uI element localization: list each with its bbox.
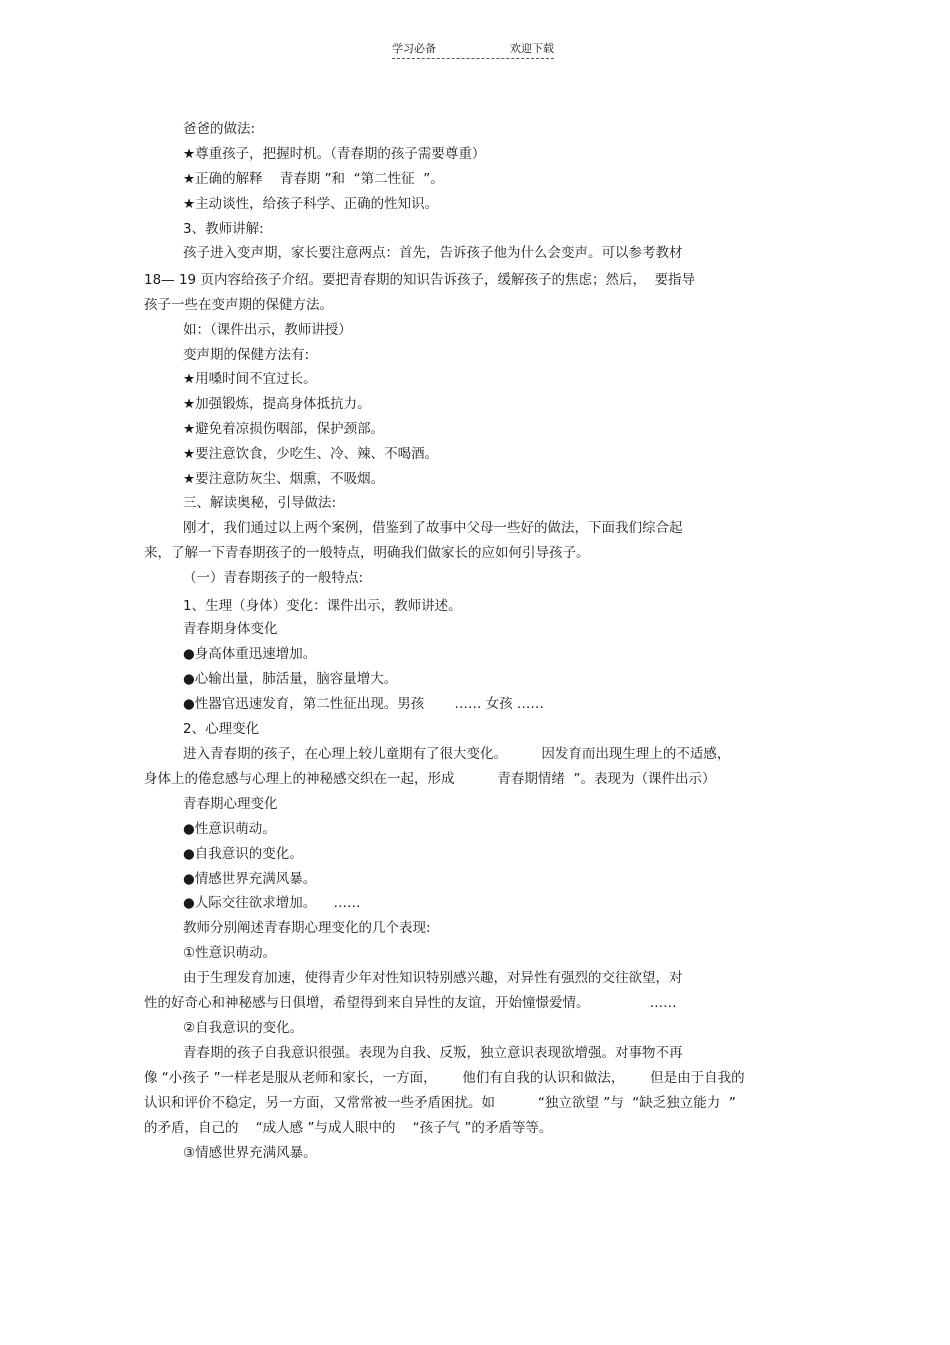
text-line: 青春期身体变化 xyxy=(183,621,278,637)
text-line: 青春期心理变化 xyxy=(183,796,278,812)
text-line: 孩子一些在变声期的保健方法。 xyxy=(144,297,333,313)
text-line: 认识和评价不稳定，另一方面，又常常被一些矛盾困扰。如 “独立欲望 ”与 “缺乏独立能力 ” xyxy=(144,1095,736,1111)
text-line: 18— 19 页内容给孩子介绍。要把青春期的知识告诉孩子，缓解孩子的焦虑；然后， 要指导 xyxy=(144,272,696,288)
text-line: 刚才，我们通过以上两个案例，借鉴到了故事中父母一些好的做法，下面我们综合起 xyxy=(183,520,683,536)
text-line: ★尊重孩子，把握时机。（青春期的孩子需要尊重） xyxy=(183,146,486,162)
text-line: 像 “小孩子 ”一样老是服从老师和家长，一方面， 他们有自我的认识和做法， 但是由于自我的 xyxy=(144,1070,745,1086)
text-line: 爸爸的做法: xyxy=(183,121,256,137)
text-line: 由于生理发育加速，使得青少年对性知识特别感兴趣，对异性有强烈的交往欲望，对 xyxy=(183,970,683,986)
header-left-text: 学习必备 xyxy=(392,42,436,55)
text-line: ★正确的解释 青春期 ”和 “第二性征 ”。 xyxy=(183,171,444,187)
header-right-text: 欢迎下载 xyxy=(510,42,554,55)
text-line: 的矛盾，自己的 “成人感 ”与成人眼中的 “孩子气 ”的矛盾等等。 xyxy=(144,1120,553,1136)
text-line: ①性意识萌动。 xyxy=(183,945,277,961)
text-line: ★加强锻炼，提高身体抵抗力。 xyxy=(183,396,371,412)
text-line: 2、心理变化 xyxy=(183,721,260,737)
text-line: 性的好奇心和神秘感与日俱增，希望得到来自异性的友谊，开始憧憬爱情。 …… xyxy=(144,995,677,1011)
text-line: ●情感世界充满风暴。 xyxy=(183,871,317,887)
text-line: 三、解读奥秘，引导做法: xyxy=(183,495,337,511)
text-line: 如：（课件出示，教师讲授） xyxy=(183,322,352,338)
text-line: 3、教师讲解: xyxy=(183,221,264,237)
text-line: ③情感世界充满风暴。 xyxy=(183,1145,317,1161)
text-line: ②自我意识的变化。 xyxy=(183,1020,304,1036)
text-line: ★主动谈性，给孩子科学、正确的性知识。 xyxy=(183,196,439,212)
text-line: 1、生理（身体）变化：课件出示，教师讲述。 xyxy=(183,598,462,614)
text-line: ●心输出量，肺活量，脑容量增大。 xyxy=(183,671,398,687)
text-line: ●性器官迅速发育，第二性征出现。男孩 …… 女孩 …… xyxy=(183,696,544,712)
text-line: ★要注意防灰尘、烟熏，不吸烟。 xyxy=(183,471,385,487)
text-line: 身体上的倦怠感与心理上的神秘感交织在一起，形成 青春期情绪 ”。表现为（课件出示） xyxy=(144,771,716,787)
text-line: ★避免着凉损伤咽部，保护颈部。 xyxy=(183,421,385,437)
text-line: 来，了解一下青春期孩子的一般特点，明确我们做家长的应如何引导孩子。 xyxy=(144,545,590,561)
page-header xyxy=(392,40,554,59)
text-line: 青春期的孩子自我意识很强。表现为自我、反叛，独立意识表现欲增强。对事物不再 xyxy=(183,1045,683,1061)
text-line: ★用嗓时间不宜过长。 xyxy=(183,371,317,387)
text-line: ●人际交往欲求增加。 …… xyxy=(183,895,361,911)
text-line: （一）青春期孩子的一般特点: xyxy=(183,570,364,586)
text-line: ★要注意饮食，少吃生、冷、辣、不喝酒。 xyxy=(183,446,439,462)
text-line: 变声期的保健方法有: xyxy=(183,347,310,363)
text-line: 教师分别阐述青春期心理变化的几个表现: xyxy=(183,920,431,936)
text-line: 进入青春期的孩子，在心理上较儿童期有了很大变化。 因发育而出现生理上的不适感， xyxy=(183,746,731,762)
text-line: ●性意识萌动。 xyxy=(183,821,276,837)
text-line: ●自我意识的变化。 xyxy=(183,846,303,862)
text-line: 孩子进入变声期，家长要注意两点：首先，告诉孩子他为什么会变声。可以参考教材 xyxy=(183,245,683,261)
text-line: ●身高体重迅速增加。 xyxy=(183,646,317,662)
